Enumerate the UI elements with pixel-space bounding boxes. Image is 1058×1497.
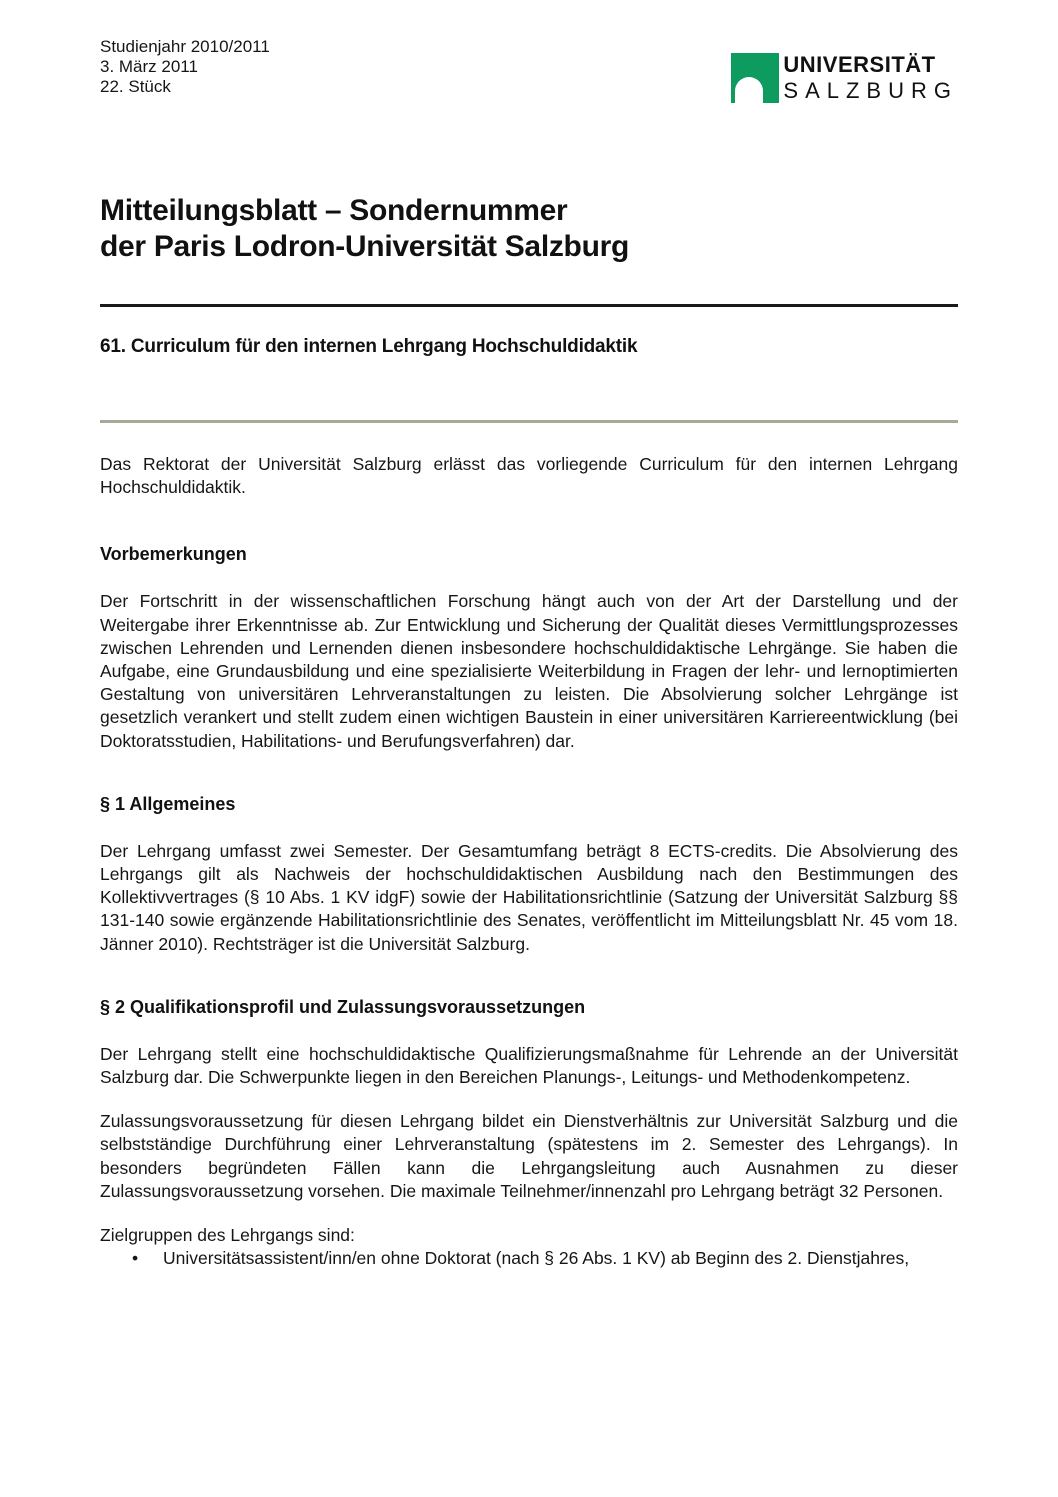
page-title-line1: Mitteilungsblatt – Sondernummer xyxy=(100,194,568,227)
heading-paragraph-1: § 1 Allgemeines xyxy=(100,793,236,814)
target-groups-intro: Zielgruppen des Lehrgangs sind: xyxy=(100,1225,355,1246)
university-logo-text xyxy=(783,52,958,104)
bullet-icon: • xyxy=(132,1248,139,1269)
issue-study-year: Studienjahr 2010/2011 xyxy=(100,37,270,56)
list-item-text: Universitätsassistent/inn/en ohne Doktorat (nach § 26 Abs. 1 KV) ab Beginn des 2. Dienstjahres, xyxy=(163,1248,910,1269)
title-divider xyxy=(100,304,958,307)
target-groups-list xyxy=(100,1247,958,1270)
university-logo xyxy=(731,53,958,104)
paragraph-1-body: Der Lehrgang umfasst zwei Semester. Der Gesamtumfang beträgt 8 ECTS-credits. Die Absolvierung des Lehrgangs gilt als Nachweis der hochschuldidaktischen Ausbildung nach den Bestimmungen des Kollektivvertrages (§ 10 Abs. 1 KV idgF) sowie der Habilitationsrichtlinie (Satzung der Universität Salzburg §§ 131-140 sowie ergänzende Habilitationsrichtlinie des Senates, veröffentlicht im Mitteilungsblatt Nr. 45 vom 18. Jänner 2010). Rechtsträger ist die Universität Salzburg. xyxy=(100,840,958,954)
logo-university-word: UNIVERSITÄT xyxy=(783,52,936,77)
heading-vorbemerkungen: Vorbemerkungen xyxy=(100,544,247,565)
issue-info xyxy=(100,37,270,97)
issue-number: 22. Stück xyxy=(100,77,171,96)
heading-paragraph-2: § 2 Qualifikationsprofil und Zulassungsvoraussetzungen xyxy=(100,996,586,1017)
page-title-line2: der Paris Lodron-Universität Salzburg xyxy=(100,230,630,263)
university-logo-icon xyxy=(731,53,779,103)
vorbemerkungen-paragraph: Der Fortschritt in der wissenschaftlichen Forschung hängt auch von der Art der Darstellung und der Weitergabe ihrer Erkenntnisse ab. Zur Entwicklung und Sicherung der Qualität dieses Vermittlungsprozesses zwischen Lehrenden und Lernenden dienen insbesondere hochschuldidaktische Lehrgänge. Sie haben die Aufgabe, eine Grundausbildung und eine spezialisierte Weiterbildung in Fragen der lehr- und lernoptimierten Gestaltung von universitären Lehrveranstaltungen zu leisten. Die Absolvierung solcher Lehrgänge ist gesetzlich verankert und stellt zudem einen wichtigen Baustein in einer universitären Karriereentwicklung (bei Doktoratsstudien, Habilitations- und Berufungsverfahren) dar. xyxy=(100,591,958,751)
page-title xyxy=(100,193,958,265)
issue-date: 3. März 2011 xyxy=(100,57,198,76)
list-item xyxy=(100,1247,958,1270)
logo-salzburg-word: SALZBURG xyxy=(783,78,958,103)
arch-icon xyxy=(735,77,763,103)
section-heading: 61. Curriculum für den internen Lehrgang Hochschuldidaktik xyxy=(100,336,638,357)
paragraph-2-body-2: Zulassungsvoraussetzung für diesen Lehrgang bildet ein Dienstverhältnis zur Universität Salzburg und die selbstständige Durchführung einer Lehrveranstaltung (spätestens im 2. Semester des Lehrgangs). In besonders begründeten Fällen kann die Lehrgangsleitung auch Ausnahmen zu dieser Zulassungsvoraussetzung vorsehen. Die maximale Teilnehmer/innenzahl pro Lehrgang beträgt 32 Personen. xyxy=(100,1111,958,1201)
document-header xyxy=(100,37,958,105)
intro-paragraph: Das Rektorat der Universität Salzburg erlässt das vorliegende Curriculum für den internen Lehrgang Hochschuldidaktik. xyxy=(100,454,958,498)
section-divider xyxy=(100,420,958,423)
paragraph-2-body-1: Der Lehrgang stellt eine hochschuldidaktische Qualifizierungsmaßnahme für Lehrende an der Universität Salzburg dar. Die Schwerpunkte liegen in den Bereichen Planungs-, Leitungs- und Methodenkompetenz. xyxy=(100,1043,958,1088)
